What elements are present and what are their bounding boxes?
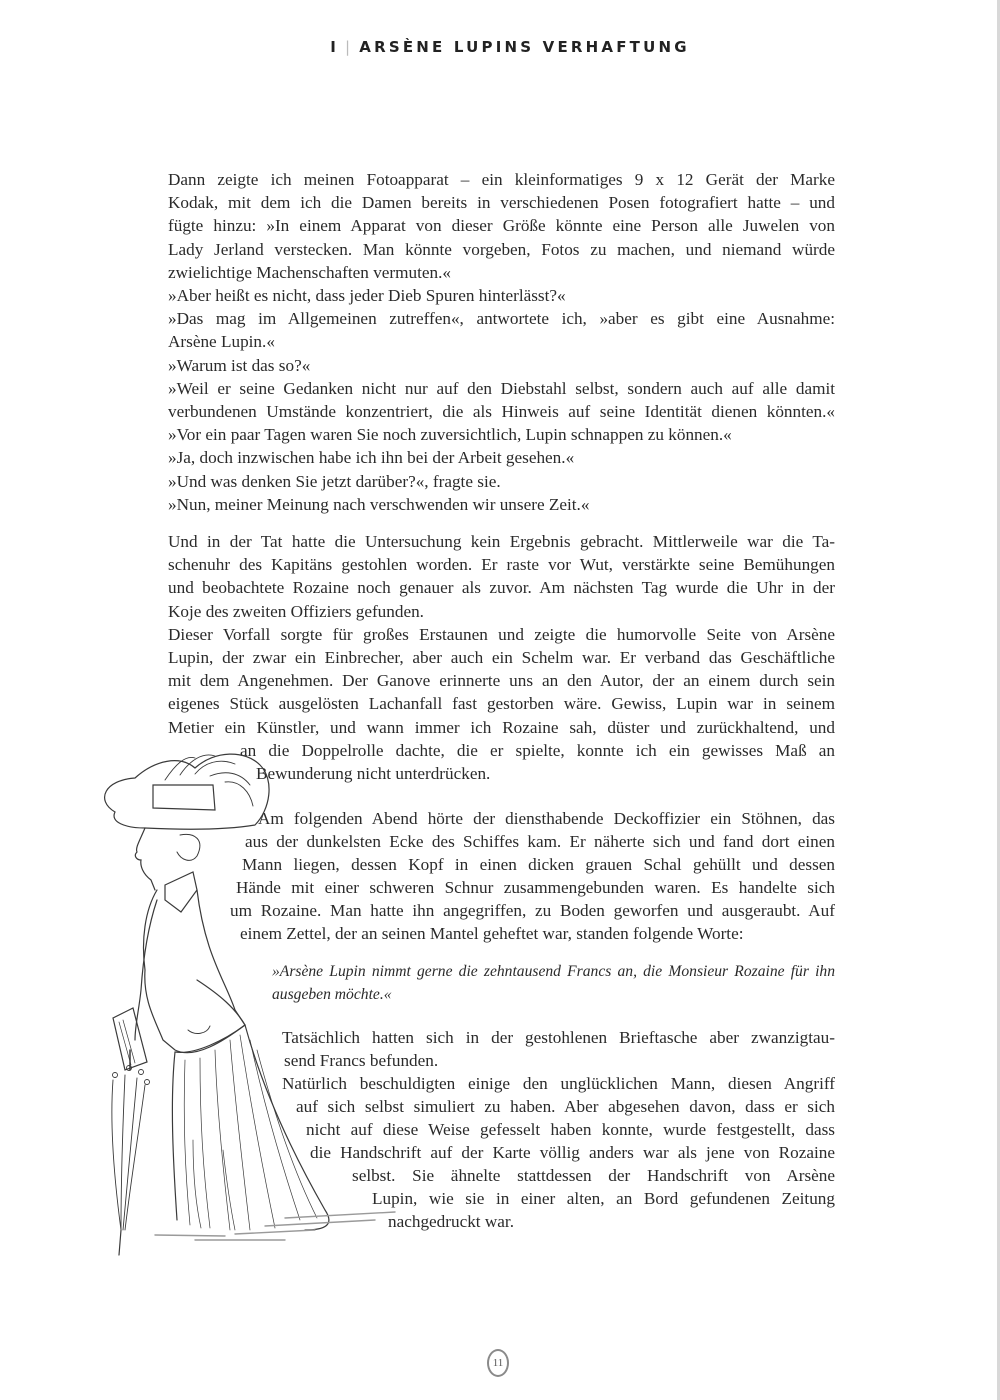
text-line: »Ja, doch inzwischen habe ich ihn bei der Arbeit gesehen.« bbox=[168, 448, 575, 468]
face bbox=[135, 828, 155, 890]
text-line: Bewunderung nicht unterdrücken. bbox=[256, 764, 491, 783]
victorian-lady-illustration-icon bbox=[85, 740, 405, 1270]
narrative-block bbox=[168, 530, 835, 739]
text-line: verbundenen Umstände konzentriert, die als Hinweis auf seine Identität dienen könnten.« bbox=[168, 402, 835, 422]
text-line: Am folgenden Abend hörte der diensthabende Deckoffizier ein Stöhnen, das bbox=[258, 809, 835, 828]
dialogue-block bbox=[168, 168, 835, 516]
text-line: nachgedruckt war. bbox=[388, 1212, 514, 1231]
text-line: Natürlich beschuldigten einige den unglücklichen Mann, diesen Angriff bbox=[282, 1074, 835, 1093]
text-line: Mann liegen, dessen Kopf in einen dicken grauen Schal gehüllt und dessen bbox=[242, 855, 835, 874]
text-line: Kodak, mit dem ich die Damen bereits in verschiedenen Posen fotografiert hatte – und bbox=[168, 193, 835, 213]
chapter-title: ARSÈNE LUPINS VERHAFTUNG bbox=[359, 38, 690, 56]
text-line: send Francs befunden. bbox=[284, 1051, 439, 1070]
text-line: »Warum ist das so?« bbox=[168, 355, 311, 375]
hat-feathers bbox=[165, 755, 253, 806]
text-line: die Handschrift auf der Karte völlig anders war als jene von Rozaine bbox=[310, 1143, 835, 1162]
chapter-separator: | bbox=[345, 38, 354, 56]
page-number: 11 bbox=[487, 1349, 509, 1377]
quoted-note-line: ausgeben möchte.« bbox=[272, 986, 392, 1003]
text-line: »Das mag im Allgemeinen zutreffen«, antwortete ich, »aber es gibt eine Ausnahme: bbox=[168, 309, 835, 329]
quoted-note-line: »Arsène Lupin nimmt gerne die zehntausend Francs an, die Monsieur Rozaine für ihn bbox=[272, 963, 835, 980]
hat-brim bbox=[105, 754, 269, 829]
text-line: »Nun, meiner Meinung nach verschwenden wir unsere Zeit.« bbox=[168, 494, 590, 514]
text-line: Tatsächlich hatten sich in der gestohlenen Brieftasche aber zwanzigtau- bbox=[282, 1028, 835, 1047]
floor-shadow bbox=[155, 1212, 395, 1240]
jacket bbox=[144, 890, 246, 1053]
text-line: Hände mit einer schweren Schnur zusammengebunden waren. Es handelte sich bbox=[236, 878, 835, 897]
hat-band bbox=[153, 785, 215, 810]
text-line: zwielichtige Machenschaften vermuten.« bbox=[168, 262, 451, 282]
text-line: fügte hinzu: »In einem Apparat von dieser Größe könnte eine Person alle Juwelen von bbox=[168, 216, 835, 236]
text-line: eigenes Stück ausgelösten Lachanfall fast gestorben wäre. Gewiss, Lupin war in seinem bbox=[168, 694, 835, 714]
text-line: einem Zettel, der an seinen Mantel geheftet war, standen folgende Worte: bbox=[240, 924, 744, 943]
text-line: Metier ein Künstler, und wann immer ich Rozaine sah, düster und zurückhaltend, und bbox=[168, 717, 835, 737]
skirt-folds bbox=[184, 1035, 317, 1230]
text-line: auf sich selbst simuliert zu haben. Aber abgesehen davon, dass er sich bbox=[296, 1097, 835, 1116]
hair-bun bbox=[177, 834, 200, 860]
text-line: »Aber heißt es nicht, dass jeder Dieb Spuren hinterlässt?« bbox=[168, 286, 566, 306]
text-line: schenuhr des Kapitäns gestohlen worden. Er raste vor Wut, verstärkte seine Bemühungen bbox=[168, 555, 835, 575]
text-line: Koje des zweiten Offiziers gefunden. bbox=[168, 601, 424, 621]
text-line: nicht auf diese Weise gefesselt haben konnte, wurde festgestellt, dass bbox=[306, 1120, 835, 1139]
text-line: Und in der Tat hatte die Untersuchung kein Ergebnis gebracht. Mittlerweile war die Ta- bbox=[168, 532, 835, 551]
text-line: mit dem Angenehmen. Der Ganove erinnerte uns an den Autor, der an einem durch sein bbox=[168, 671, 835, 691]
text-line: Arsène Lupin.« bbox=[168, 332, 275, 352]
text-line: »Weil er seine Gedanken nicht nur auf den Diebstahl selbst, sondern auch auf alle damit bbox=[168, 378, 835, 398]
text-line: Lady Jerland verstecken. Man könnte vorgeben, Fotos zu machen, und niemand würde bbox=[168, 239, 835, 259]
text-line: und beobachtete Rozaine noch genauer als zuvor. Am nächsten Tag wurde die Uhr in der bbox=[168, 578, 835, 598]
text-line: aus der dunkelsten Ecke des Schiffes kam. Er näherte sich und fand dort einen bbox=[245, 832, 835, 851]
chapter-number: I bbox=[330, 38, 340, 56]
pocket bbox=[188, 1026, 210, 1033]
book-pages bbox=[119, 1020, 135, 1065]
text-line: Lupin, wie sie in einer alten, an Bord gefundenen Zeitung bbox=[372, 1189, 835, 1208]
text-line: »Vor ein paar Tagen waren Sie noch zuversichtlich, Lupin schnappen zu können.« bbox=[168, 425, 732, 445]
text-line: Dieser Vorfall sorgte für großes Erstaunen und zeigte die humorvolle Seite von Arsène bbox=[168, 624, 835, 644]
running-head bbox=[0, 38, 1000, 56]
collar bbox=[165, 872, 197, 912]
text-line: an die Doppelrolle dachte, die er spielte, konnte ich ein gewisses Maß an bbox=[240, 741, 835, 760]
text-line: um Rozaine. Man hatte ihn angegriffen, zu Boden geworfen und ausgeraubt. Auf bbox=[230, 901, 835, 920]
text-line: Lupin, der zwar ein Einbrecher, aber auch ein Schelm war. Er verband das Geschäftliche bbox=[168, 648, 835, 668]
umbrella bbox=[112, 1050, 150, 1255]
text-line: »Und was denken Sie jetzt darüber?«, fragte sie. bbox=[168, 471, 501, 491]
text-line: Dann zeigte ich meinen Fotoapparat – ein kleinformatiges 9 x 12 Gerät der Marke bbox=[168, 170, 835, 189]
jacket-peplum bbox=[175, 980, 245, 1052]
text-line: selbst. Sie ähnelte stattdessen der Handschrift von Arsène bbox=[352, 1166, 835, 1185]
